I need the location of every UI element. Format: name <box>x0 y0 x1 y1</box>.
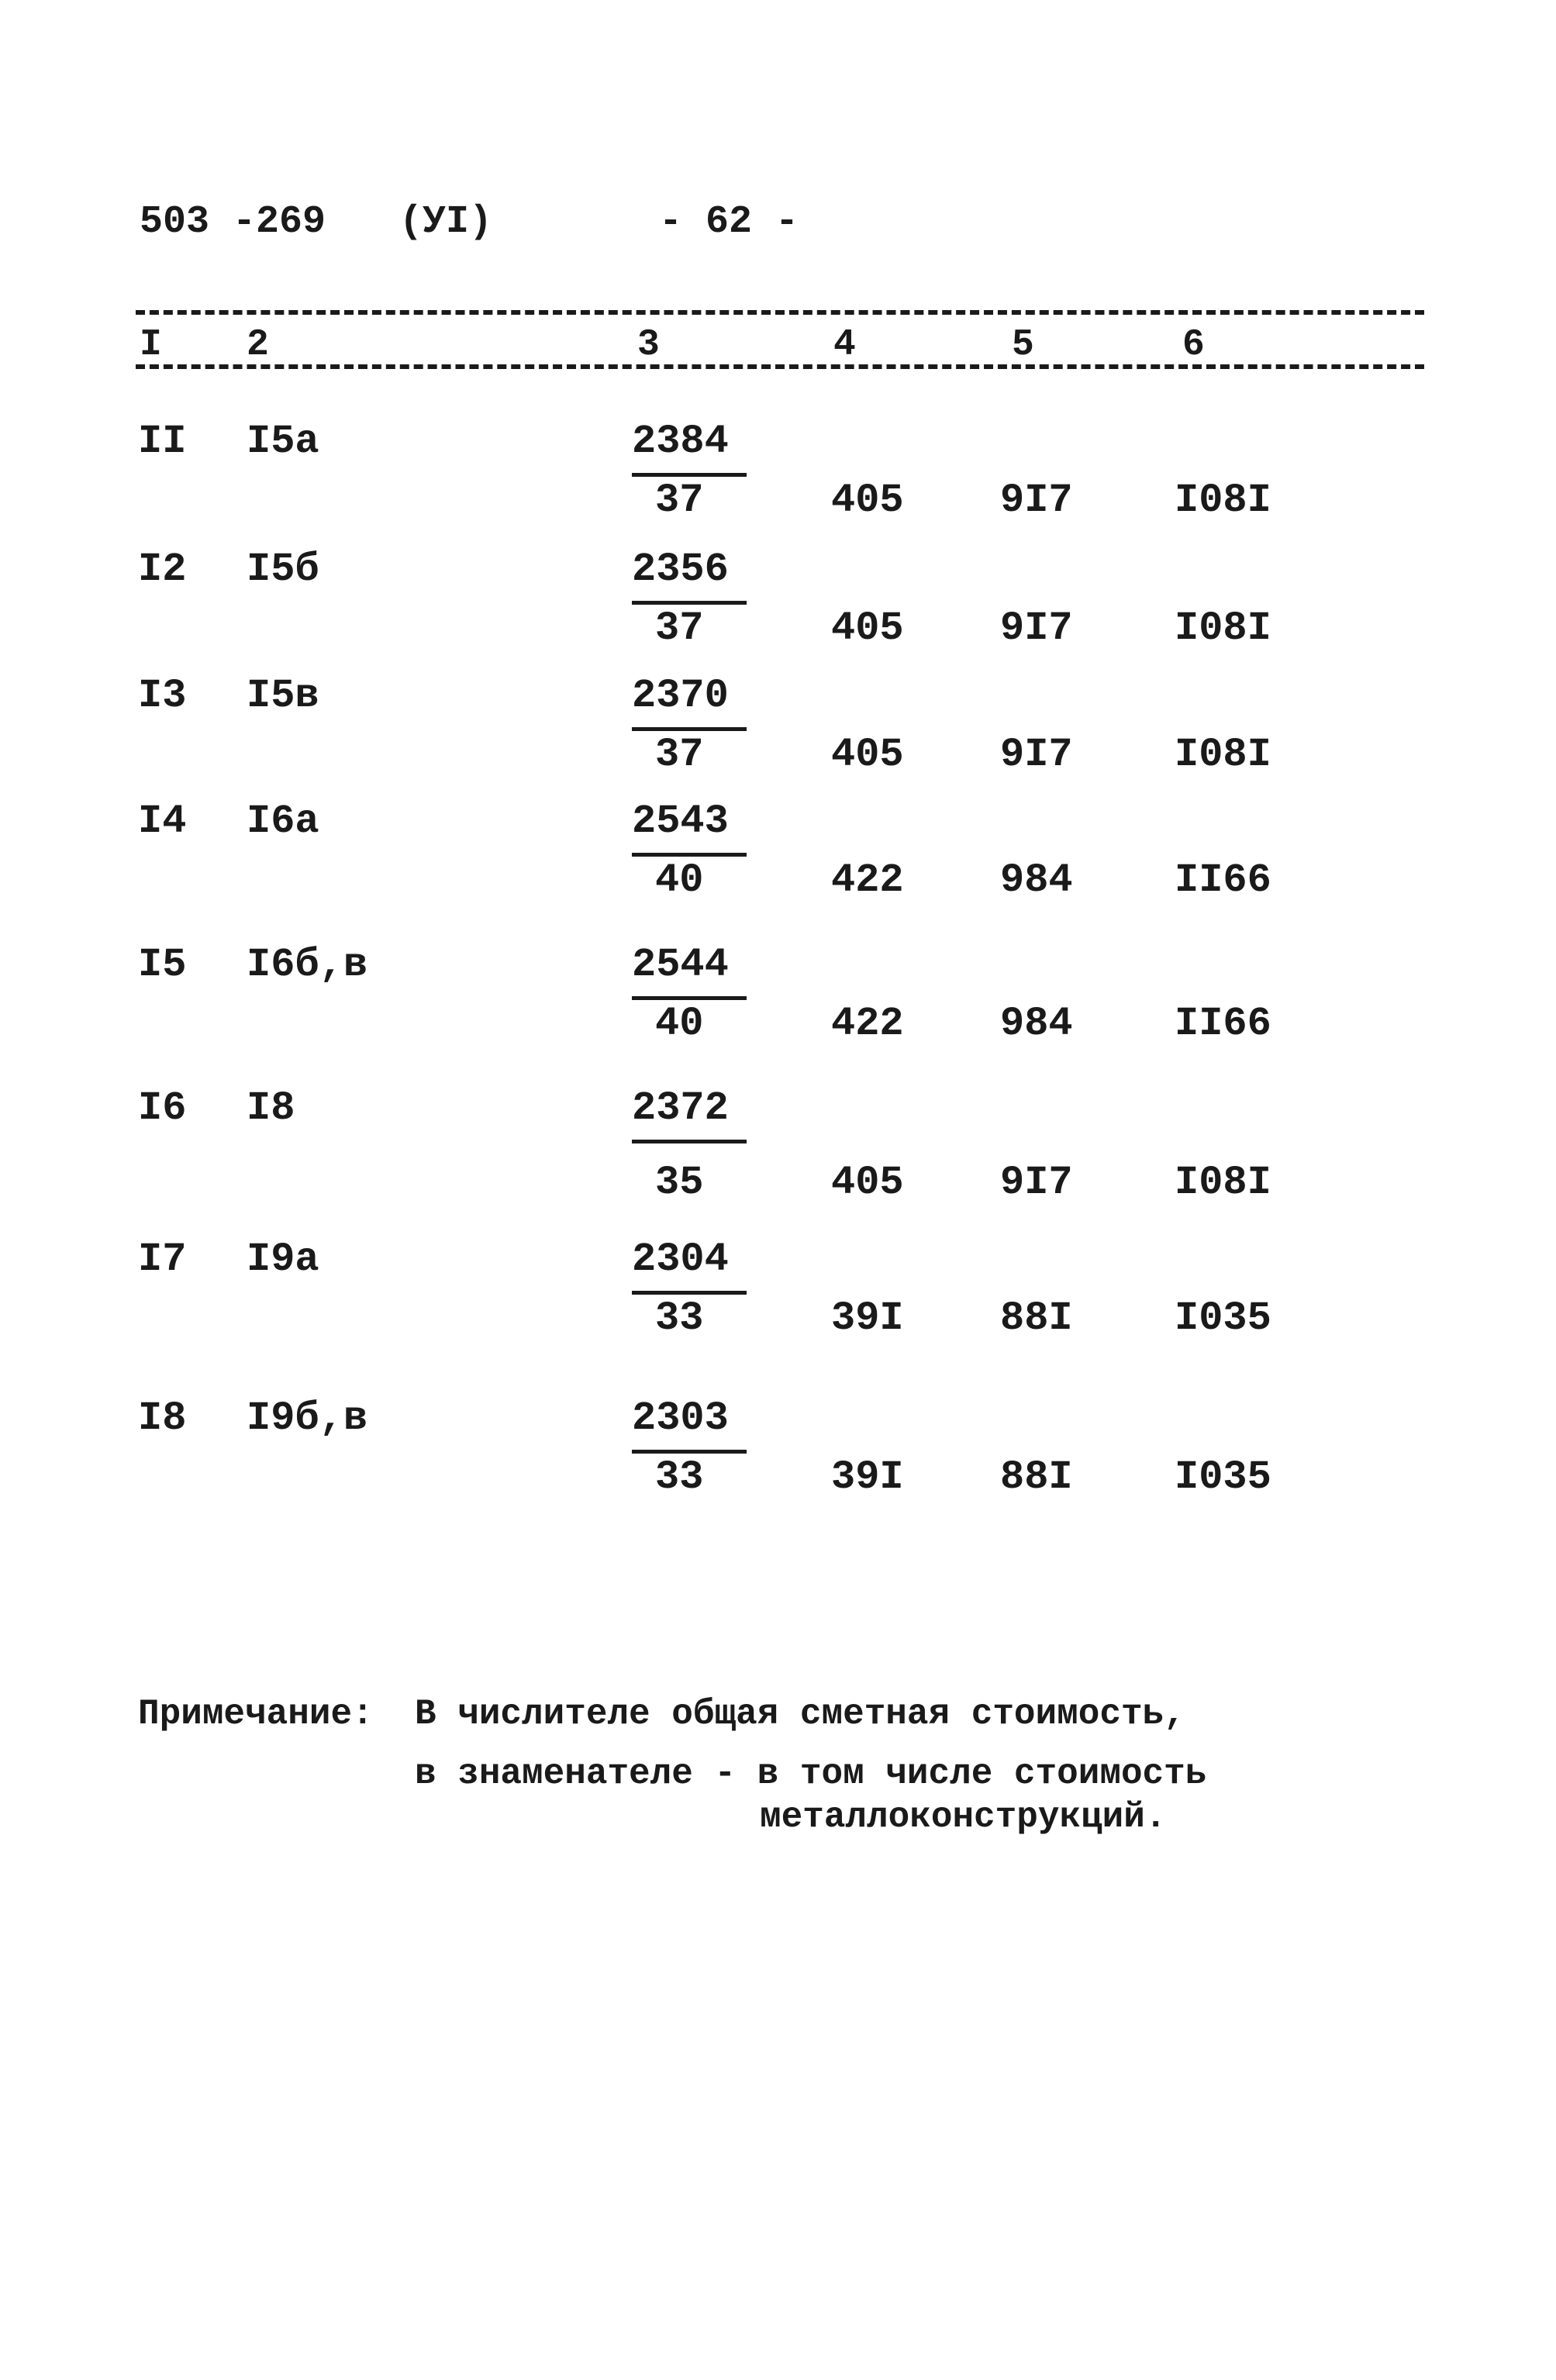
fraction-bar <box>632 1140 747 1143</box>
document-code: 503 -269 <box>140 200 326 244</box>
table-row <box>0 1237 1556 1353</box>
value-col-5: 88I <box>1000 1295 1073 1341</box>
value-col-6: I08I <box>1175 605 1271 651</box>
fraction-bar <box>632 1291 747 1295</box>
row-number: I3 <box>138 673 187 719</box>
metal-cost: 37 <box>655 605 704 651</box>
column-number-5: 5 <box>1012 324 1034 366</box>
row-number: I2 <box>138 547 187 592</box>
cost-fraction <box>632 547 756 655</box>
value-col-5: 9I7 <box>1000 605 1073 651</box>
value-col-6: I08I <box>1175 1160 1271 1206</box>
table-row <box>0 1085 1556 1206</box>
cost-fraction <box>632 1085 756 1217</box>
value-col-5: 9I7 <box>1000 478 1073 523</box>
table-row <box>0 547 1556 663</box>
value-col-4: 39I <box>831 1295 904 1341</box>
note-line-1: В числителе общая сметная стоимость, <box>415 1694 1185 1734</box>
value-col-5: 9I7 <box>1000 1160 1073 1206</box>
page-number: - 62 - <box>659 200 799 244</box>
fraction-bar <box>632 473 747 477</box>
cost-fraction <box>632 1395 756 1504</box>
value-col-4: 405 <box>831 478 904 523</box>
table-row <box>0 942 1556 1058</box>
cost-fraction <box>632 1237 756 1345</box>
fraction-bar <box>632 853 747 857</box>
fraction-bar <box>632 601 747 605</box>
cost-fraction <box>632 419 756 527</box>
row-mark: I5a <box>247 419 319 464</box>
header-rule-top <box>136 310 1424 315</box>
sheet-label: (УI) <box>399 200 493 244</box>
value-col-4: 422 <box>831 857 904 903</box>
cost-fraction <box>632 673 756 781</box>
value-col-5: 88I <box>1000 1454 1073 1500</box>
value-col-6: II66 <box>1175 857 1271 903</box>
row-mark: I8 <box>247 1085 295 1131</box>
row-number: I4 <box>138 799 187 844</box>
total-cost: 2304 <box>632 1237 729 1282</box>
value-col-4: 422 <box>831 1001 904 1047</box>
value-col-4: 405 <box>831 1160 904 1206</box>
total-cost: 2544 <box>632 942 729 988</box>
row-number: I8 <box>138 1395 187 1441</box>
row-mark: I6б,в <box>247 942 368 988</box>
row-mark: I5в <box>247 673 319 719</box>
row-number: II <box>138 419 187 464</box>
value-col-4: 405 <box>831 605 904 651</box>
total-cost: 2356 <box>632 547 729 592</box>
metal-cost: 33 <box>655 1454 704 1500</box>
value-col-4: 405 <box>831 732 904 778</box>
table-row <box>0 799 1556 915</box>
total-cost: 2370 <box>632 673 729 719</box>
row-mark: I5б <box>247 547 319 592</box>
metal-cost: 35 <box>655 1160 704 1206</box>
metal-cost: 37 <box>655 732 704 778</box>
column-number-6: 6 <box>1182 324 1205 366</box>
column-number-4: 4 <box>833 324 856 366</box>
row-mark: I9б,в <box>247 1395 368 1441</box>
value-col-5: 984 <box>1000 857 1073 903</box>
total-cost: 2303 <box>632 1395 729 1441</box>
total-cost: 2384 <box>632 419 729 464</box>
total-cost: 2543 <box>632 799 729 844</box>
fraction-bar <box>632 1450 747 1454</box>
table-row <box>0 419 1556 535</box>
row-number: I7 <box>138 1237 187 1282</box>
row-mark: I9a <box>247 1237 319 1282</box>
row-mark: I6a <box>247 799 319 844</box>
value-col-6: I08I <box>1175 478 1271 523</box>
value-col-5: 9I7 <box>1000 732 1073 778</box>
value-col-6: I035 <box>1175 1295 1271 1341</box>
value-col-4: 39I <box>831 1454 904 1500</box>
column-number-3: 3 <box>637 324 660 366</box>
value-col-6: II66 <box>1175 1001 1271 1047</box>
metal-cost: 40 <box>655 857 704 903</box>
note-line-2: в знаменателе - в том числе стоимость <box>415 1754 1207 1794</box>
table-row <box>0 1395 1556 1512</box>
total-cost: 2372 <box>632 1085 729 1131</box>
metal-cost: 33 <box>655 1295 704 1341</box>
cost-fraction <box>632 942 756 1050</box>
note-label: Примечание: <box>138 1694 374 1734</box>
metal-cost: 37 <box>655 478 704 523</box>
row-number: I5 <box>138 942 187 988</box>
note-line-3: металлоконструкций. <box>760 1797 1167 1837</box>
column-number-2: 2 <box>247 324 269 366</box>
fraction-bar <box>632 727 747 731</box>
value-col-6: I08I <box>1175 732 1271 778</box>
table-row <box>0 673 1556 789</box>
row-number: I6 <box>138 1085 187 1131</box>
fraction-bar <box>632 996 747 1000</box>
header-rule-bottom <box>136 364 1424 369</box>
cost-fraction <box>632 799 756 907</box>
value-col-5: 984 <box>1000 1001 1073 1047</box>
metal-cost: 40 <box>655 1001 704 1047</box>
value-col-6: I035 <box>1175 1454 1271 1500</box>
column-number-1: I <box>140 324 162 366</box>
